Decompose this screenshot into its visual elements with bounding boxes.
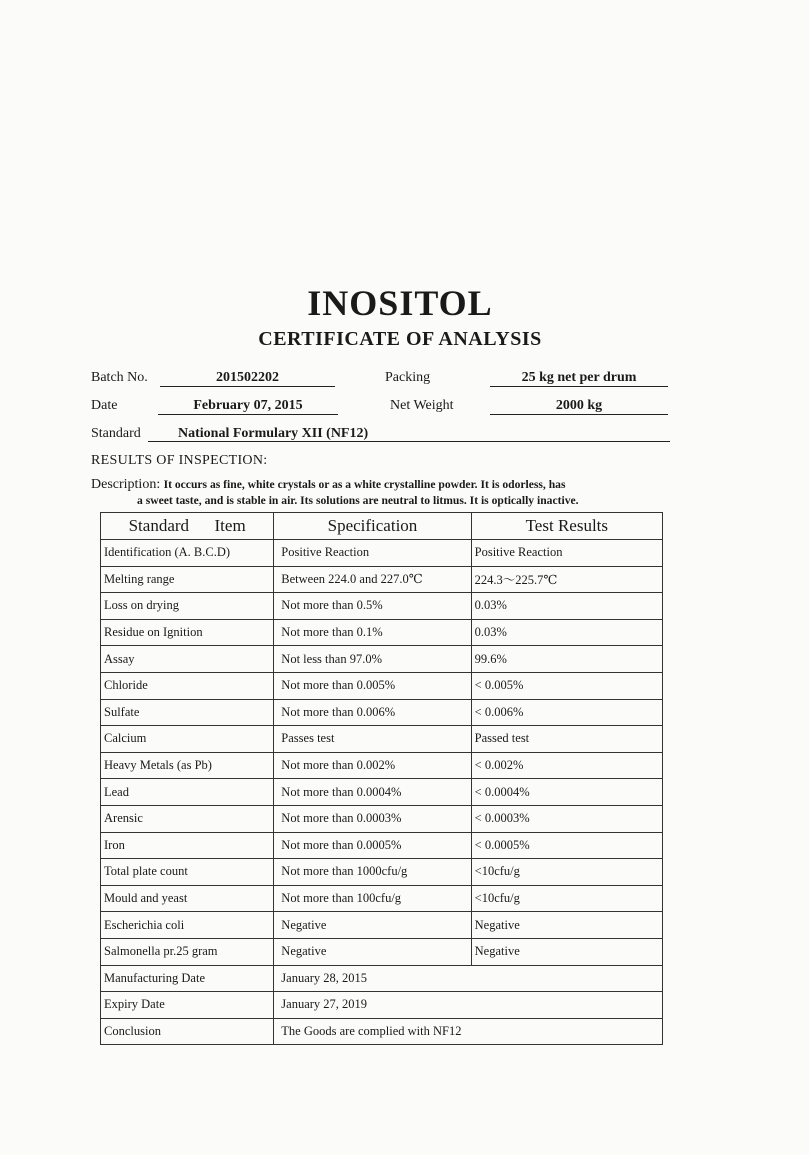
result-cell: < 0.0003% [471,805,662,832]
table-footer-row [101,1018,663,1045]
header-specification: Specification [274,513,471,540]
item-cell: Mould and yeast [101,885,274,912]
spec-cell: Positive Reaction [274,540,471,567]
packing-label: Packing [385,370,431,385]
spec-cell: Not more than 100cfu/g [274,885,471,912]
standard-value: National Formulary XII (NF12) [148,425,670,442]
result-cell: <10cfu/g [471,885,662,912]
footer-value-cell: January 28, 2015 [274,965,663,992]
date-label: Date [91,398,118,413]
table-row [101,779,663,806]
table-row [101,593,663,620]
table-row [101,566,663,593]
description-label: Description: [91,477,161,492]
footer-item-cell: Conclusion [101,1018,274,1045]
table-footer-row [101,965,663,992]
item-cell: Chloride [101,672,274,699]
spec-cell: Not less than 97.0% [274,646,471,673]
table-header-row [101,513,663,540]
item-cell: Iron [101,832,274,859]
document-subtitle: CERTIFICATE OF ANALYSIS [258,328,542,350]
results-heading: RESULTS OF INSPECTION: [91,453,268,468]
item-cell: Escherichia coli [101,912,274,939]
spec-cell: Negative [274,938,471,965]
result-cell: 99.6% [471,646,662,673]
batch-value: 201502202 [160,369,335,387]
net-weight-value: 2000 kg [490,397,668,415]
result-cell: < 0.006% [471,699,662,726]
result-cell: Negative [471,912,662,939]
table-row [101,619,663,646]
document-title: INOSITOL [307,283,493,323]
result-cell: <10cfu/g [471,859,662,886]
item-cell: Residue on Ignition [101,619,274,646]
spec-cell: Not more than 0.1% [274,619,471,646]
spec-cell: Not more than 0.0005% [274,832,471,859]
table-row [101,859,663,886]
item-cell: Assay [101,646,274,673]
spec-cell: Not more than 0.005% [274,672,471,699]
result-cell: Passed test [471,726,662,753]
table-row [101,752,663,779]
item-cell: Lead [101,779,274,806]
item-cell: Arensic [101,805,274,832]
table-row [101,699,663,726]
spec-cell: Not more than 0.002% [274,752,471,779]
item-cell: Calcium [101,726,274,753]
result-cell: 0.03% [471,619,662,646]
result-cell: 224.3～225.7℃ [471,566,662,593]
result-cell: 0.03% [471,593,662,620]
item-cell: Heavy Metals (as Pb) [101,752,274,779]
spec-cell: Not more than 0.006% [274,699,471,726]
standard-label: Standard [91,426,141,441]
spec-cell: Between 224.0 and 227.0℃ [274,566,471,593]
description-line-2: a sweet taste, and is stable in air. Its solutions are neutral to litmus. It is optically inactive. [137,494,579,507]
table-footer-row [101,992,663,1019]
result-cell: < 0.0005% [471,832,662,859]
spec-cell: Not more than 0.5% [274,593,471,620]
item-cell: Melting range [101,566,274,593]
header-standard-item: Standard Item [101,513,274,540]
item-cell: Total plate count [101,859,274,886]
result-cell: Negative [471,938,662,965]
table-row [101,885,663,912]
spec-cell: Not more than 0.0003% [274,805,471,832]
spec-cell: Negative [274,912,471,939]
footer-item-cell: Expiry Date [101,992,274,1019]
date-value: February 07, 2015 [158,397,338,415]
table-row [101,726,663,753]
result-cell: < 0.0004% [471,779,662,806]
spec-cell: Passes test [274,726,471,753]
table-row [101,540,663,567]
table-row [101,646,663,673]
item-cell: Loss on drying [101,593,274,620]
result-cell: < 0.005% [471,672,662,699]
header-test-results: Test Results [471,513,662,540]
net-weight-label: Net Weight [390,398,454,413]
table-row [101,938,663,965]
table-row [101,832,663,859]
packing-value: 25 kg net per drum [490,369,668,387]
item-cell: Sulfate [101,699,274,726]
footer-value-cell: January 27, 2019 [274,992,663,1019]
spec-cell: Not more than 1000cfu/g [274,859,471,886]
description [91,476,676,509]
footer-item-cell: Manufacturing Date [101,965,274,992]
table-row [101,912,663,939]
item-cell: Salmonella pr.25 gram [101,938,274,965]
results-table [100,512,663,1045]
result-cell: Positive Reaction [471,540,662,567]
description-line-1: It occurs as fine, white crystals or as a white crystalline powder. It is odorless, has [163,478,566,491]
batch-label: Batch No. [91,370,148,385]
footer-value-cell: The Goods are complied with NF12 [274,1018,663,1045]
item-cell: Identification (A. B.C.D) [101,540,274,567]
result-cell: < 0.002% [471,752,662,779]
table-row [101,672,663,699]
table-row [101,805,663,832]
spec-cell: Not more than 0.0004% [274,779,471,806]
